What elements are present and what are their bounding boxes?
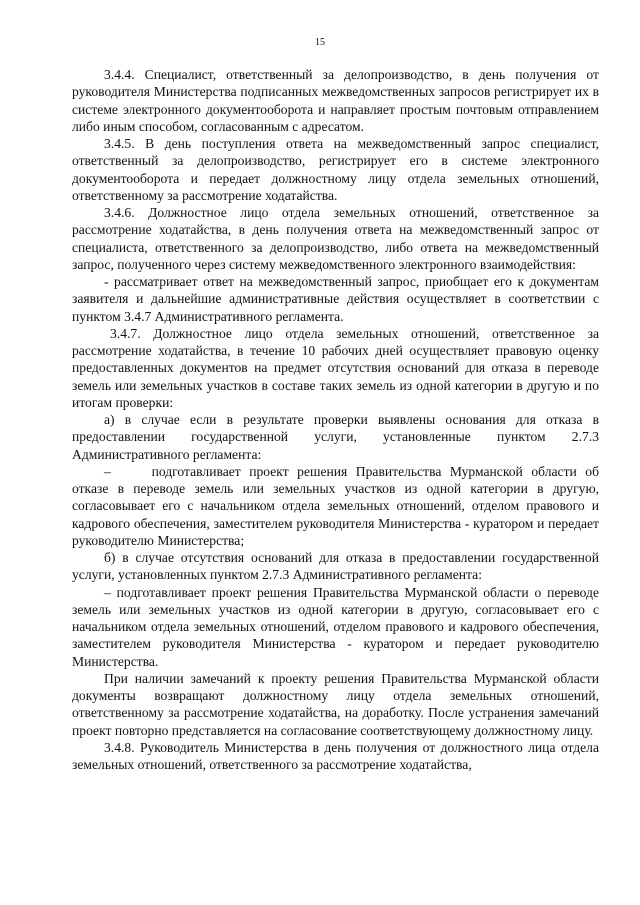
paragraph-remarks: При наличии замечаний к проекту решения Правительства Мурманской области документы возвращают должностному лицу отдела земельных отношений, ответственному за рассмотрение ходатайства, на доработку. После устранения замечаний проект повторно представляется на согласование соответствующему должностному лицу. <box>72 670 599 738</box>
paragraph-item-a-action: – подготавливает проект решения Правительства Мурманской области об отказе в переводе земель или земельных участков из одной категории в другую, согласовывает его с начальником отдела земельных отношений, отделом правового и кадрового обеспечения, заместителем руководителя Министерства - куратором и передает руководителю Министерства; <box>72 463 599 548</box>
paragraph-item-a: а) в случае если в результате проверки выявлены основания для отказа в предоставлении государственной услуги, установленные пунктом 2.7.3 Административного регламента: <box>72 412 599 462</box>
paragraph-3-4-7: 3.4.7. Должностное лицо отдела земельных отношений, ответственное за рассмотрение ходатайства, в течение 10 рабочих дней осуществляет правовую оценку предоставленных документов на предмет отсутствия оснований для отказа в переводе земель или земельных участков в составе таких земель из одной категории в другую и по итогам проверки: <box>72 325 599 410</box>
paragraph-item-b: б) в случае отсутствия оснований для отказа в предоставлении государственной услуги, установленных пунктом 2.7.3 Административного регламента: <box>72 550 599 583</box>
paragraph-3-4-6: 3.4.6. Должностное лицо отдела земельных отношений, ответственное за рассмотрение ходатайства, в день получения ответа на межведомственный запрос от специалиста, ответственного за делопроизводство, либо ответа на межведомственный запрос, полученного через систему межведомственного электронного взаимодействия: <box>72 205 599 272</box>
paragraph-3-4-8: 3.4.8. Руководитель Министерства в день получения от должностного лица отдела земельных отношений, ответственного за рассмотрение ходатайства, <box>72 739 599 772</box>
paragraph-3-4-6-item: - рассматривает ответ на межведомственный запрос, приобщает его к документам заявителя и дальнейшие административные действия осуществляет в соответствии с пунктом 3.4.7 Административного регламента. <box>72 274 599 324</box>
paragraph-3-4-5: 3.4.5. В день поступления ответа на межведомственный запрос специалист, ответственный за делопроизводство, регистрирует его в системе электронного документооборота и передает должностному лицу отдела земельных отношений, ответственному за рассмотрение ходатайства. <box>72 136 599 203</box>
page-number: 15 <box>315 37 325 48</box>
paragraph-3-4-4: 3.4.4. Специалист, ответственный за делопроизводство, в день получения от руководителя Министерства подписанных межведомственных запросов регистрирует их в системе электронного документооборота и направляет простым почтовым отправлением либо иным способом, согласованным с адресатом. <box>72 67 599 134</box>
paragraph-item-b-action: – подготавливает проект решения Правительства Мурманской области о переводе земель или земельных участков из одной категории в другую, согласовывает его с начальником отдела земельных отношений, отделом правового и кадрового обеспечения, заместителем руководителя Министерства - куратором и передает руководителю Министерства. <box>72 584 599 669</box>
document-body <box>72 66 599 773</box>
